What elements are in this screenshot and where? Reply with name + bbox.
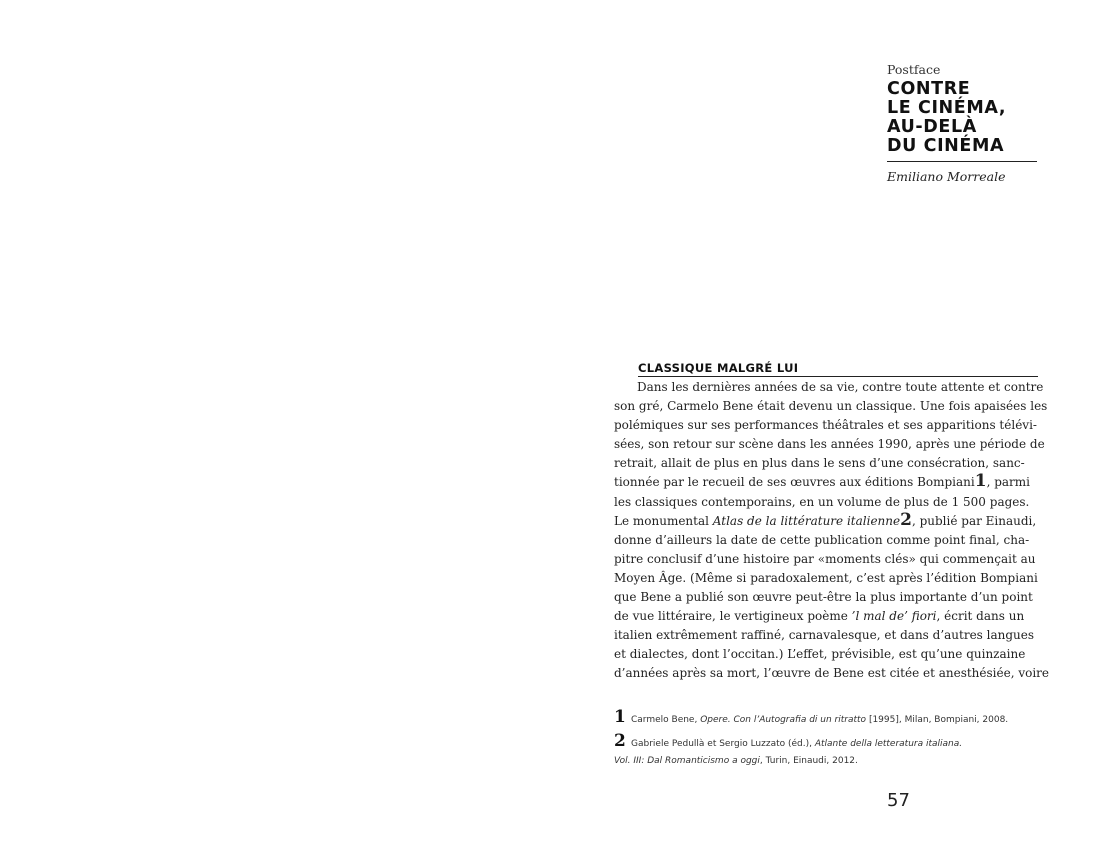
body-line: les classiques contemporains, en un volume de plus de 1 500 pages. xyxy=(614,494,1030,509)
body-line: tionnée par le recueil de ses œuvres aux éditions Bompiani1, parmi xyxy=(614,471,1030,492)
body-line: Moyen Âge. (Même si paradoxalement, c’est après l’édition Bompiani xyxy=(614,570,1038,585)
footnotes xyxy=(614,707,1038,767)
chapter-title xyxy=(887,80,1037,156)
body-line: et dialectes, dont l’occitan.) L’effet, prévisible, est qu’une quinzaine xyxy=(614,647,1026,662)
body-line: Le monumental Atlas de la littérature italienne2, publié par Einaudi, xyxy=(614,509,1037,530)
body-line: donne d’ailleurs la date de cette publication comme point final, cha- xyxy=(614,532,1030,547)
footnote-text: Gabriele Pedullà et Sergio Luzzato (éd.), Atlante della letteratura italiana. xyxy=(631,739,963,749)
chapter-kicker: Postface xyxy=(887,62,941,77)
body-line: italien extrêmement raffiné, carnavalesque, et dans d’autres langues xyxy=(614,628,1035,643)
body-line: de vue littéraire, le vertigineux poème ’l mal de’ fiori, écrit dans un xyxy=(614,609,1025,624)
body-paragraph xyxy=(614,378,1050,684)
body-line: Dans les dernières années de sa vie, contre toute attente et contre xyxy=(637,380,1044,394)
title-line: LE CINÉMA, xyxy=(887,98,1007,118)
body-line: retrait, allait de plus en plus dans le sens d’une consécration, sanc- xyxy=(614,456,1025,471)
body-line: son gré, Carmelo Bene était devenu un classique. Une fois apaisées les xyxy=(614,399,1048,414)
body-line: pitre conclusif d’une histoire par «moments clés» qui commençait au xyxy=(614,551,1036,566)
body-line: d’années après sa mort, l’œuvre de Bene est citée et anesthésiée, voire xyxy=(614,666,1050,681)
footnote-number: 2 xyxy=(614,731,626,751)
page-number: 57 xyxy=(887,790,910,811)
chapter-header xyxy=(887,62,1037,184)
title-rule xyxy=(887,161,1037,162)
section-heading: CLASSIQUE MALGRÉ LUI xyxy=(638,361,1038,377)
footnote-2 xyxy=(614,731,1038,751)
footnote-text: Carmelo Bene, Opere. Con l’Autografia di un ritratto [1995], Milan, Bompiani, 2008. xyxy=(631,715,1009,725)
title-line: DU CINÉMA xyxy=(887,136,1005,156)
body-line: que Bene a publié son œuvre peut-être la plus importante d’un point xyxy=(614,590,1033,605)
footnote-number: 1 xyxy=(614,707,626,727)
title-line: CONTRE xyxy=(887,79,971,99)
book-title: Atlas de la littérature italienne xyxy=(712,513,901,528)
footnote-ref-1[interactable]: 1 xyxy=(974,471,987,492)
poem-title: ’l mal de’ fiori xyxy=(851,609,937,624)
chapter-author: Emiliano Morreale xyxy=(887,169,1006,184)
body-line: polémiques sur ses performances théâtrales et ses apparitions télévi- xyxy=(614,418,1037,433)
footnote-ref-2[interactable]: 2 xyxy=(900,509,912,530)
footnote-1 xyxy=(614,707,1038,727)
footnote-2-continuation: Vol. III: Dal Romanticismo a oggi, Turin, Einaudi, 2012. xyxy=(614,756,858,766)
body-line: sées, son retour sur scène dans les années 1990, après une période de xyxy=(614,437,1045,452)
title-line: AU-DELÀ xyxy=(887,117,977,137)
